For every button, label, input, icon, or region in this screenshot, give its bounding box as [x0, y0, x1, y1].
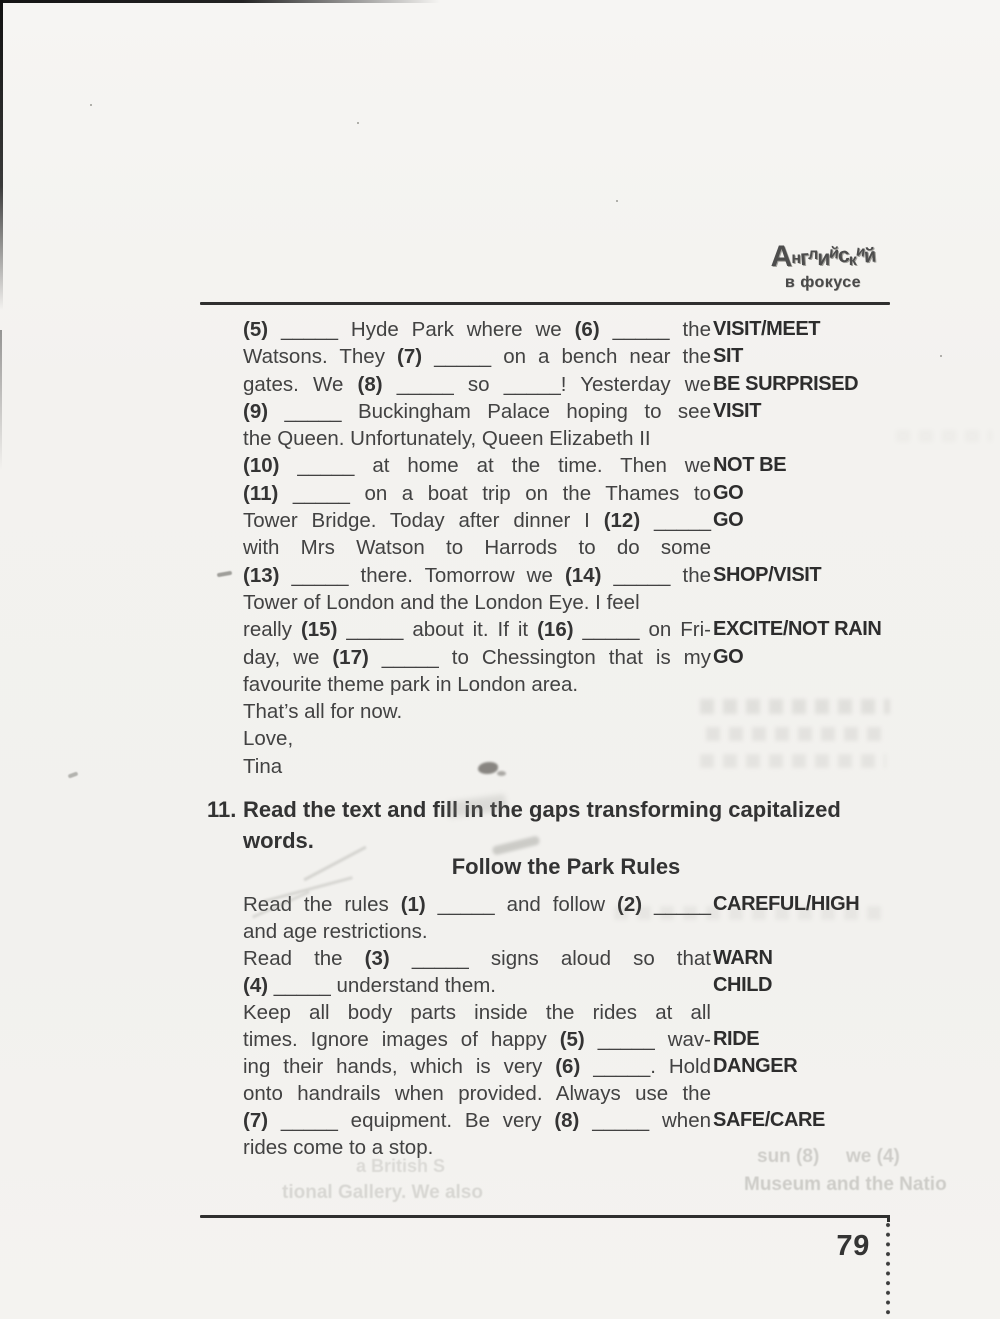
line-text-segment: _____ when	[579, 1109, 712, 1132]
line-text-segment: Keep all body parts inside the rides at all	[243, 1001, 711, 1024]
line-text	[243, 534, 711, 561]
gap-number: (8)	[554, 1109, 580, 1132]
logo-letter: с	[837, 243, 850, 268]
exercise-number: 11.	[207, 797, 237, 822]
gap-number: (17)	[332, 645, 369, 669]
footer-rule-tick	[887, 1215, 890, 1222]
text-line	[243, 452, 891, 479]
header-rule-line	[200, 302, 890, 305]
line-text	[243, 671, 711, 698]
line-text	[243, 371, 711, 398]
line-text-segment: _____ on Fri-	[573, 618, 711, 642]
text-line	[243, 616, 891, 643]
logo-title	[752, 238, 894, 277]
text-line	[243, 972, 891, 999]
line-text-segment: ing their hands, which is very	[243, 1055, 556, 1078]
gap-number: (9)	[243, 399, 269, 423]
capitalized-word: CHILD	[713, 974, 773, 996]
line-text	[243, 753, 711, 780]
scan-speck	[616, 200, 618, 202]
gap-number: (7)	[243, 1109, 269, 1132]
logo-letter: г	[799, 244, 809, 271]
line-text	[243, 918, 711, 945]
line-text-segment: _____ at home at the time. Then we	[279, 454, 711, 478]
page-number: 79	[835, 1230, 872, 1262]
line-text	[243, 1026, 711, 1053]
text-line	[243, 671, 891, 698]
line-text	[243, 316, 711, 343]
capitalized-word: CAREFUL/HIGH	[713, 893, 860, 915]
line-text-segment: the Queen. Unfortunately, Queen Elizabeth II	[243, 427, 651, 451]
capitalized-word: GO	[713, 481, 744, 504]
line-text-segment: _____	[642, 893, 712, 916]
gap-number: (11)	[243, 481, 279, 505]
capitalized-word: BE SURPRISED	[713, 372, 859, 395]
line-text-segment: _____ about it. If it	[337, 618, 538, 642]
capitalized-word: EXCITE/NOT RAIN	[713, 618, 882, 641]
line-text-segment: Watsons. They	[243, 345, 398, 369]
text-title: Follow the Park Rules	[451, 854, 681, 879]
text-line	[243, 945, 891, 972]
gap-number: (3)	[364, 947, 390, 970]
line-text	[243, 1107, 711, 1134]
line-text	[243, 1080, 711, 1107]
line-text-segment: _____ to Chessington that is my	[368, 645, 711, 669]
line-text-segment: _____ there. Tomorrow we	[279, 563, 565, 587]
line-text	[243, 425, 711, 452]
gap-number: (2)	[617, 893, 643, 916]
line-text-segment: Tina	[243, 754, 283, 778]
line-text-segment: _____ so _____! Yesterday we	[382, 372, 711, 396]
gap-number: (14)	[564, 563, 602, 587]
spotlight-logo	[752, 238, 894, 292]
text-line	[243, 371, 891, 398]
line-text-segment: _____ Buckingham Palace hoping to see	[268, 399, 711, 423]
pencil-dash	[217, 571, 232, 578]
scan-edge-left	[0, 0, 3, 310]
line-text-segment: _____ Hyde Park where we	[268, 318, 575, 341]
logo-letter: к	[848, 252, 856, 269]
line-text-segment: _____ signs aloud so that	[389, 947, 711, 970]
gap-number: (13)	[243, 563, 280, 587]
logo-subtitle: в фокусе	[784, 274, 862, 291]
text-line	[243, 1107, 891, 1134]
logo-letter: и	[817, 247, 830, 270]
perforation-dotted-line	[885, 1222, 891, 1319]
capitalized-word: GO	[713, 509, 744, 532]
gap-number: (15)	[300, 618, 338, 642]
line-text-segment: _____. Hold	[580, 1055, 711, 1078]
bleedthrough-band	[706, 727, 888, 741]
bleedthrough-text: Museum and the Natio	[744, 1174, 947, 1195]
scan-edge-left-lower	[0, 330, 2, 470]
gap-number: (16)	[537, 618, 574, 642]
capitalized-word: WARN	[713, 947, 773, 969]
line-text-segment: gates. We	[243, 372, 358, 396]
rules-text-block	[243, 891, 891, 1161]
bleedthrough-text: a British S	[356, 1156, 446, 1176]
line-text	[243, 343, 711, 370]
bleedthrough-band	[700, 699, 890, 714]
text-line	[243, 316, 891, 343]
line-text-segment: _____ and follow	[425, 893, 618, 916]
text-line	[243, 398, 891, 425]
capitalized-word: SHOP/VISIT	[713, 563, 822, 586]
logo-letter: и	[854, 242, 866, 261]
line-text	[243, 945, 711, 972]
line-text-segment: really	[243, 618, 301, 642]
line-text	[243, 698, 711, 725]
line-text-segment: _____ understand them.	[268, 974, 497, 997]
line-text-segment: day, we	[243, 645, 333, 669]
line-text-segment: Read the rules	[243, 893, 401, 916]
bleedthrough-band	[700, 754, 886, 768]
line-text-segment: That’s all for now.	[243, 700, 403, 724]
line-text-segment: with Mrs Watson to Harrods to do some	[243, 536, 711, 560]
text-line	[243, 589, 891, 616]
scan-speck	[940, 355, 942, 357]
logo-letter: А	[770, 240, 792, 273]
line-text	[243, 507, 711, 534]
capitalized-word: VISIT	[713, 399, 762, 422]
text-line	[243, 918, 891, 945]
scan-speck	[90, 104, 92, 106]
gap-number: (5)	[243, 318, 269, 341]
line-text-segment: Tower of London and the London Eye. I feel	[243, 590, 640, 614]
text-line	[243, 343, 891, 370]
line-text-segment: _____ on a boat trip on the Thames to	[278, 481, 711, 505]
gap-number: (4)	[243, 974, 269, 997]
bleedthrough-text: we (4)	[846, 1146, 900, 1167]
text-line	[243, 1080, 891, 1107]
text-line	[243, 644, 891, 671]
logo-letter: й	[863, 244, 877, 268]
line-text-segment: favourite theme park in London area.	[243, 672, 579, 696]
line-text	[243, 452, 711, 479]
text-line	[243, 1053, 891, 1080]
pencil-dash	[68, 771, 79, 778]
text-line	[243, 999, 891, 1026]
capitalized-word: RIDE	[713, 1028, 760, 1050]
line-text	[243, 1134, 711, 1161]
line-text-segment: rides come to a stop.	[243, 1136, 434, 1159]
line-text	[243, 398, 711, 425]
text-line	[243, 562, 891, 589]
line-text	[243, 1053, 711, 1080]
line-text	[243, 725, 711, 752]
line-text	[243, 999, 711, 1026]
line-text-segment: _____ wav-	[584, 1028, 711, 1051]
line-text-segment: and age restrictions.	[243, 920, 428, 943]
line-text-segment: Love,	[243, 727, 294, 751]
line-text-segment: _____ the	[599, 318, 711, 341]
capitalized-word: DANGER	[713, 1055, 798, 1077]
footer-rule-line	[200, 1215, 890, 1218]
bleedthrough-text: sun (8)	[757, 1146, 820, 1167]
line-text-segment: onto handrails when provided. Always use the	[243, 1082, 711, 1105]
line-text-segment: Read the	[243, 947, 365, 970]
gap-number: (12)	[603, 509, 641, 533]
gap-number: (1)	[400, 893, 426, 916]
gap-number: (10)	[243, 454, 280, 478]
scan-edge-top	[0, 0, 440, 3]
ink-blot	[497, 771, 506, 776]
text-line	[243, 480, 891, 507]
scan-speck	[357, 122, 359, 124]
text-line	[243, 425, 891, 452]
instruction-line: Read the text and fill in the gaps transforming capitalized	[243, 797, 841, 822]
text-line	[243, 534, 891, 561]
line-text-segment: _____ on a bench near the	[422, 345, 712, 369]
line-text	[243, 480, 711, 507]
capitalized-word: SIT	[713, 345, 743, 368]
text-line	[243, 507, 891, 534]
bleedthrough-band	[896, 430, 992, 442]
gap-number: (5)	[559, 1028, 585, 1051]
line-text	[243, 562, 711, 589]
line-text	[243, 616, 711, 643]
gap-number: (6)	[574, 318, 600, 341]
line-text-segment: times. Ignore images of happy	[243, 1028, 560, 1051]
capitalized-word: GO	[713, 645, 744, 668]
line-text-segment: _____ the	[601, 563, 711, 587]
line-text	[243, 972, 711, 999]
instruction-line: words.	[243, 827, 314, 853]
line-text	[243, 644, 711, 671]
bleedthrough-text: tional Gallery. We also	[282, 1182, 483, 1203]
capitalized-word: VISIT/MEET	[713, 318, 821, 340]
line-text	[243, 589, 711, 616]
gap-number: (7)	[397, 345, 423, 369]
logo-letter: л	[808, 246, 818, 263]
capitalized-word: SAFE/CARE	[713, 1109, 825, 1131]
bleedthrough-band	[614, 906, 882, 920]
line-text-segment: Tower Bridge. Today after dinner I	[243, 509, 604, 533]
text-line	[243, 1026, 891, 1053]
exercise-instruction	[243, 795, 893, 856]
logo-letter: й	[828, 244, 840, 263]
capitalized-word: NOT BE	[713, 454, 787, 477]
gap-number: (6)	[555, 1055, 581, 1078]
line-text-segment: _____ equipment. Be very	[268, 1109, 555, 1132]
gap-number: (8)	[357, 372, 383, 396]
line-text-segment: _____	[640, 509, 711, 533]
logo-letter: н	[791, 250, 800, 267]
